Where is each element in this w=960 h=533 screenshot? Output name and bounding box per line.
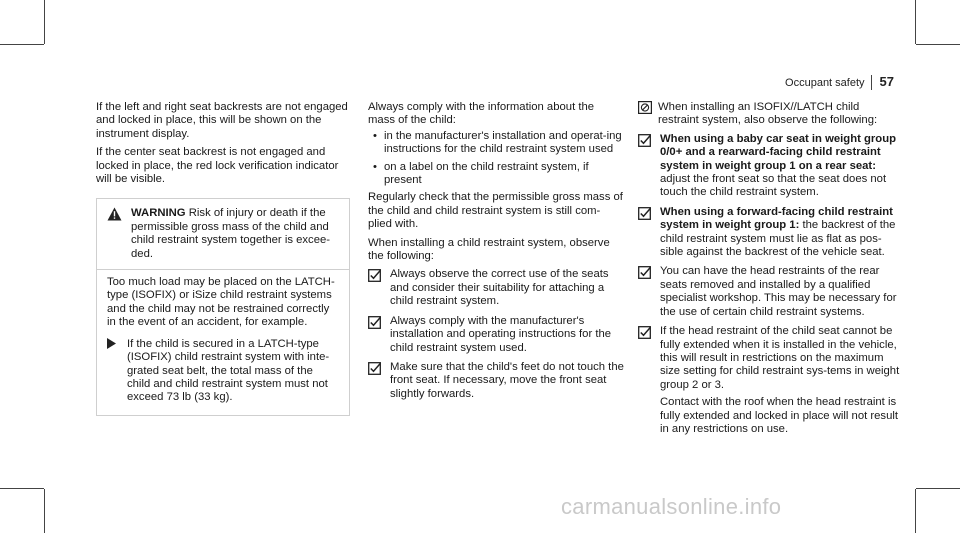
column-right [638,101,900,442]
checklist-text: Always comply with the manufacturer's installation and operating instructions for the child restraint system used. [390,314,612,354]
checklist-text [660,325,900,436]
watermark: carmanualsonline.info [561,494,782,519]
crop-mark [44,489,45,533]
checkbox-check-icon [368,361,382,401]
checklist-bold-text: When using a baby car seat in weight group 0/0+ and a rearward-facing child restraint system in weight group 1 on a rear seat: [660,132,897,172]
checklist-plain-text: adjust the front seat so that the seat does not touch the child restraint system. [660,173,887,199]
section-title: Occupant safety [785,77,865,89]
crop-mark [0,488,44,489]
paragraph: Regularly check that the permissible gross mass of the child and child restraint system is still com-plied with. [368,191,623,231]
checklist-item [638,325,900,436]
page-header [785,75,894,90]
checkbox-check-icon [638,325,652,436]
info-note [638,101,900,128]
crop-mark [44,0,45,44]
crop-mark [916,488,960,489]
list-item: • in the manufacturer's installation and operat-ing instructions for the child restraint system used [368,130,624,157]
crop-mark [916,44,960,45]
checkbox-check-icon [368,268,382,308]
warning-box [96,198,350,415]
paragraph: If the center seat backrest is not engaged and locked in place, the red lock verification indicator will be visible. [96,146,339,186]
column-left [96,101,352,416]
bullet-list [368,130,624,188]
crop-mark [915,0,916,44]
paragraph: When installing a child restraint system, observe the following: [368,236,610,263]
header-divider [871,75,872,90]
warning-action-text: If the child is secured in a LATCH-type (ISOFIX) child restraint system with inte-grated seat belt, the total mass of the child and child restraint system must not exceed 73 lb (33 kg). [127,337,330,404]
info-note-icon [638,101,652,128]
checklist-bold-text: When using a forward-facing child restraint system in weight group 1: [660,205,893,232]
checkbox-check-icon [368,315,382,355]
checklist-item [368,268,624,308]
warning-triangle-icon [107,207,123,261]
paragraph: Always comply with the information about the mass of the child: [368,101,595,127]
warning-body: Too much load may be placed on the LATCH-type (ISOFIX) or iSize child restraint systems and the child may not be restrained correctly in the event of an accident, for example. [107,276,335,329]
warning-title: WARNING [131,207,186,220]
warning-text [131,207,339,261]
info-note-text: When installing an ISOFIX//LATCH child restraint system, also observe the following: [658,101,878,127]
warning-action [107,338,339,405]
checklist-text: You can have the head restraints of the rear seats removed and installed by a qualified specialist workshop. This may be necessary for the use of certain child restraint systems. [660,265,897,318]
warning-summary: Risk of injury or death if the permissible gross mass of the child and child restraint system together is excee-ded. [131,207,331,260]
crop-mark [0,44,44,45]
checklist-text: Always observe the correct use of the seats and consider their suitability for attaching a child restraint system. [390,268,609,308]
checkbox-check-icon [638,133,652,200]
checklist-item [368,315,624,355]
checklist-text [660,206,900,260]
checklist-item [638,206,900,260]
checklist-text [660,133,900,200]
checklist-item [368,361,624,401]
list-item: • on a label on the child restraint system, if present [368,161,624,188]
checklist-plain-text: the backrest of the child restraint system must lie as flat as pos-sible against the backrest of the vehicle seat. [660,219,896,259]
checklist-item [638,133,900,200]
paragraph: If the left and right seat backrests are not engaged and locked in place, this will be shown on the instrument display. [96,101,348,140]
checklist-extra-text: Contact with the roof when the head restraint is fully extended and locked in place will not result in any restrictions on use. [660,396,899,435]
warning-divider [97,269,349,270]
checklist-text: Make sure that the child's feet do not touch the front seat. If necessary, move the front seat slightly forwards. [390,360,624,400]
warning-header [107,207,339,261]
arrow-right-icon [107,338,119,405]
crop-mark [915,489,916,533]
checkbox-check-icon [638,206,652,260]
checkbox-check-icon [638,265,652,319]
page-number: 57 [879,74,894,89]
checklist-item [638,265,900,319]
column-middle [368,101,624,407]
checklist-plain-text: If the head restraint of the child seat cannot be fully extended when it is installed in the vehicle, this will result in restrictions on the maximum size setting for child restraint sys-tems in weight group 2 or 3. [660,325,900,391]
